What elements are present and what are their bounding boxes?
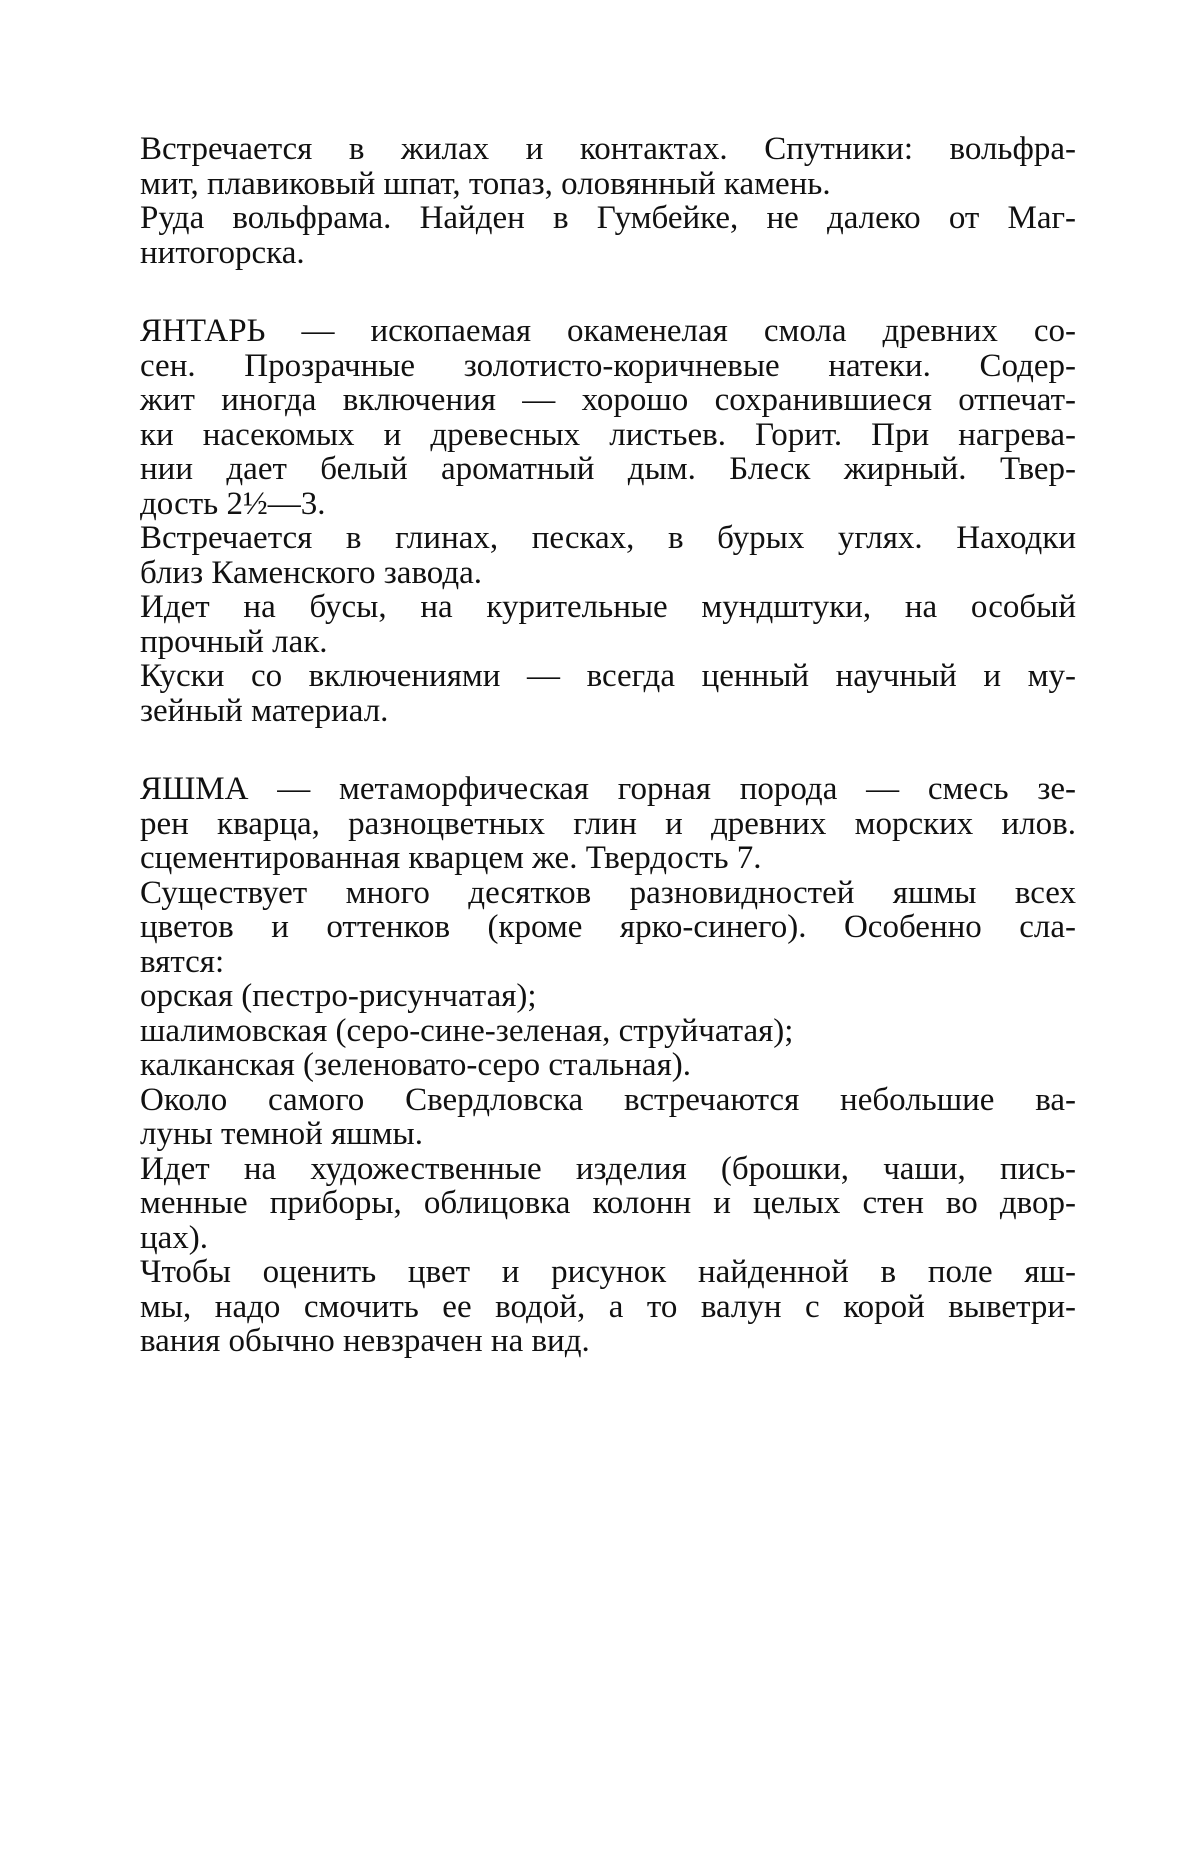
- amber-paragraph-2: [140, 521, 1076, 590]
- text-line: вания обычно невзрачен на вид.: [140, 1323, 590, 1359]
- text-line: Встречается в глинах, песках, в бурых углях. Находки: [140, 520, 1076, 556]
- jasper-paragraph-4: [140, 1152, 1076, 1256]
- section-gap: [140, 728, 1076, 772]
- text-line: Около самого Свердловска встречаются небольшие ва-: [140, 1081, 1076, 1118]
- text-line: нитогорска.: [140, 234, 305, 271]
- amber-paragraph-1: [140, 314, 1076, 521]
- text-line: цах).: [140, 1219, 209, 1256]
- text-line: цветов и оттенков (кроме ярко-синего). Особенно сла-: [140, 909, 1076, 945]
- amber-paragraph-3: [140, 590, 1076, 659]
- text-line: близ Каменского завода.: [140, 554, 483, 591]
- amber-paragraph-4: [140, 659, 1076, 728]
- text-line: луны темной яшмы.: [140, 1116, 423, 1152]
- text-line: сен. Прозрачные золотисто-коричневые натеки. Содер-: [140, 347, 1076, 384]
- text-line: Существует много десятков разновидностей яшмы всех: [140, 874, 1076, 911]
- text-line: Руда вольфрама. Найден в Гумбейке, не далеко от Маг-: [140, 200, 1076, 236]
- text-line: прочный лак.: [140, 623, 328, 660]
- text-line: дость 2½—3.: [140, 485, 326, 522]
- list-item: калканская (зеленовато-серо стальная).: [140, 1047, 691, 1083]
- jasper-paragraph-3: [140, 1083, 1076, 1152]
- section-gap: [140, 270, 1076, 314]
- text-line: менные приборы, облицовка колонн и целых стен во двор-: [140, 1185, 1076, 1221]
- text-line: ЯНТАРЬ — ископаемая окаменелая смола древних со-: [140, 313, 1076, 349]
- jasper-paragraph-5: [140, 1255, 1076, 1359]
- text-line: рен кварца, разноцветных глин и древних морских илов.: [140, 805, 1076, 842]
- text-line: сцементированная кварцем же. Твердость 7.: [140, 840, 762, 876]
- jasper-paragraph-2: [140, 876, 1076, 980]
- list-item: шалимовская (серо-сине-зеленая, струйчатая);: [140, 1012, 794, 1049]
- wolfram-paragraph-1: [140, 132, 1076, 201]
- text-line: ки насекомых и древесных листьев. Горит. При нагрева-: [140, 416, 1076, 453]
- text-line: Куски со включениями — всегда ценный научный и му-: [140, 658, 1076, 694]
- text-column: [140, 132, 1076, 1359]
- text-line: жит иногда включения — хорошо сохранившиеся отпечат-: [140, 382, 1076, 418]
- list-item: орская (пестро-рисунчатая);: [140, 978, 537, 1014]
- text-line: Идет на художественные изделия (брошки, чаши, пись-: [140, 1150, 1076, 1187]
- text-line: Чтобы оценить цвет и рисунок найденной в поле яш-: [140, 1254, 1076, 1290]
- text-line: мы, надо смочить ее водой, а то валун с корой выветри-: [140, 1288, 1076, 1325]
- text-line: мит, плавиковый шпат, топаз, оловянный камень.: [140, 165, 831, 202]
- wolfram-paragraph-2: [140, 201, 1076, 270]
- text-line: Идет на бусы, на курительные мундштуки, на особый: [140, 589, 1076, 625]
- jasper-paragraph-1: [140, 772, 1076, 876]
- text-line: нии дает белый ароматный дым. Блеск жирный. Твер-: [140, 451, 1076, 487]
- text-line: Встречается в жилах и контактах. Спутники: вольфра-: [140, 131, 1076, 167]
- text-line: зейный материал.: [140, 692, 389, 729]
- jasper-varieties-list: [140, 979, 1076, 1083]
- text-line: ЯШМА — метаморфическая горная порода — смесь зе-: [140, 771, 1076, 807]
- text-line: вятся:: [140, 943, 225, 980]
